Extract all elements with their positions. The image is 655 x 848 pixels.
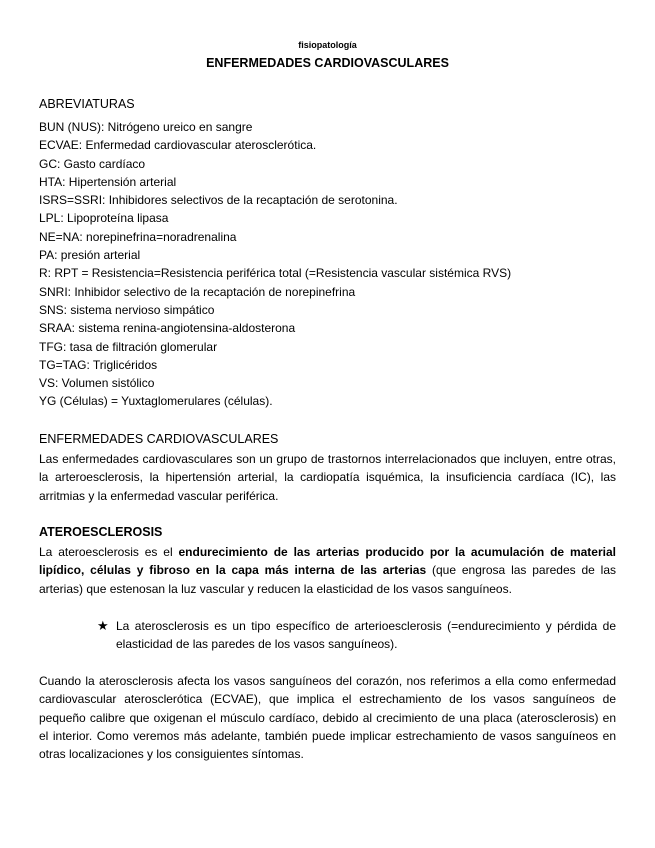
abbreviation-item: BUN (NUS): Nitrógeno ureico en sangre [39,120,253,134]
abbreviation-item: YG (Células) = Yuxtaglomerulares (células). [39,394,273,409]
star-icon: ★ [97,618,109,633]
abbreviation-item: SNRI: Inhibidor selectivo de la recaptación de norepinefrina [39,284,356,299]
abbreviation-item: PA: presión arterial [39,248,141,263]
intro-start-text: La ateroesclerosis es el [39,545,179,559]
closing-paragraph: Cuando la aterosclerosis afecta los vasos sanguíneos del corazón, nos referimos a ella como enfermedad cardiovascular aterosclerótica (ECVAE), que implica el estrechamiento de los vasos sanguíneos de pequeño calibre que oxigenan el músculo cardíaco, debido al crecimiento de una placa (aterosclerosis) en el interior. Como veremos más adelante, también puede implicar estrechamiento de vasos sanguíneos en otras localizaciones y los consiguientes síntomas. [39,674,616,762]
abbreviation-item: VS: Volumen sistólico [39,376,155,391]
abbreviation-item: SRAA: sistema renina-angiotensina-aldosterona [39,321,296,336]
abbreviation-item: GC: Gasto cardíaco [39,156,146,171]
abbreviation-item: ECVAE: Enfermedad cardiovascular aterosclerótica. [39,138,317,153]
intro-end-text: (que engrosa las paredes de las arterias) que estenosan la luz vascular y reducen la elasticidad de los vasos sanguíneos. [39,563,617,596]
atherosclerosis-heading: ATEROESCLEROSIS [39,525,163,539]
abbreviations-list [39,118,616,411]
atherosclerosis-paragraph [39,543,616,598]
abbreviation-item: SNS: sistema nervioso simpático [39,302,215,317]
note-text: La aterosclerosis es un tipo específico de arterioesclerosis (=endurecimiento y pérdida de elasticidad de las paredes de los vasos sanguíneos). [116,619,616,652]
abbreviation-item: LPL: Lipoproteína lipasa [39,211,169,226]
cardiovascular-heading: ENFERMEDADES CARDIOVASCULARES [39,432,279,446]
intro-bold-text: endurecimiento de las arterias producido por la acumulación de material lipídico, células y fibroso en la capa más interna de las arterias [39,545,616,578]
abbreviation-item: TFG: tasa de filtración glomerular [39,339,218,354]
abbreviation-item: HTA: Hipertensión arterial [39,174,177,189]
cardiovascular-paragraph: Las enfermedades cardiovasculares son un grupo de trastornos interrelacionados que incluyen, entre otras, la arteroesclerosis, la hipertensión arterial, la cardiopatía isquémica, la insuficiencia cardíaca (IC), las arritmias y la enfermedad vascular periférica. [39,452,616,503]
abbreviation-item: R: RPT = Resistencia=Resistencia periférica total (=Resistencia vascular sistémica RVS) [39,266,512,281]
subject-label: fisiopatología [298,40,357,50]
abbreviation-item: ISRS=SSRI: Inhibidores selectivos de la recaptación de serotonina. [39,193,398,208]
abbreviation-item: NE=NA: norepinefrina=noradrenalina [39,229,237,244]
abbreviations-heading: ABREVIATURAS [39,97,135,111]
document-title: ENFERMEDADES CARDIOVASCULARES [206,56,449,70]
abbreviation-item: TG=TAG: Triglicéridos [39,357,158,372]
